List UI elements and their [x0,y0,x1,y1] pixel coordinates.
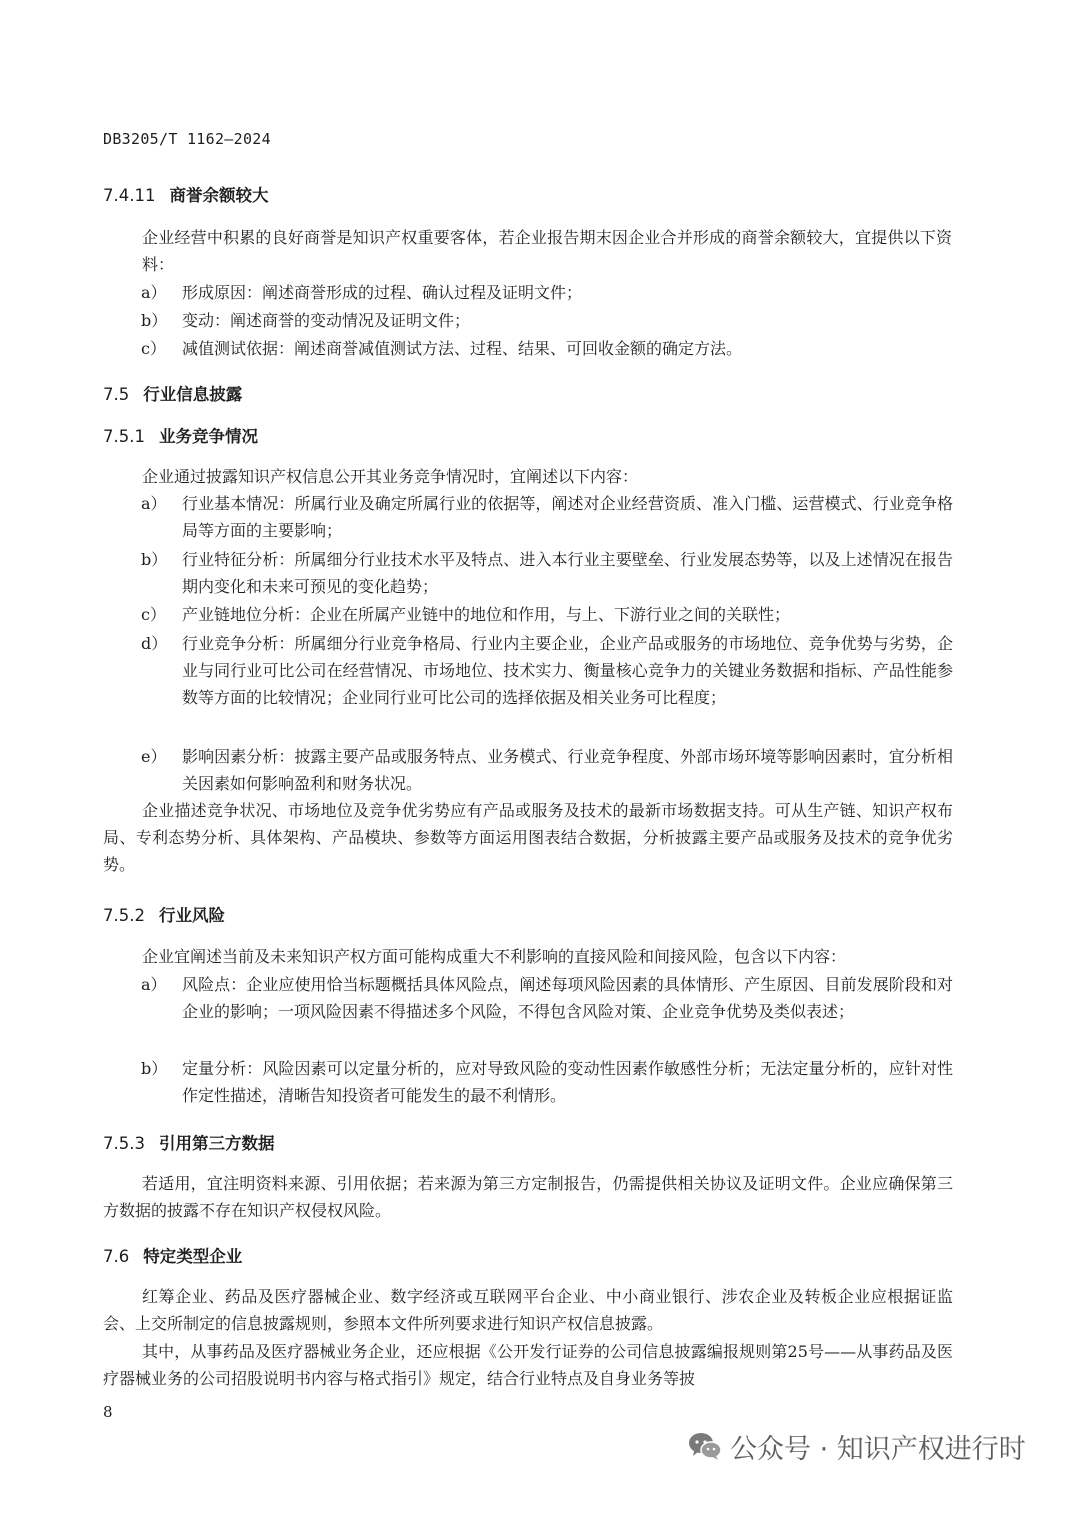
list-text: 影响因素分析：披露主要产品或服务特点、业务模式、行业竞争程度、外部市场环境等影响因素时，宜分析相关因素如何影响盈利和财务状况。 [182,747,953,793]
section-heading-7-5-2 [103,902,225,926]
wechat-icon [688,1431,722,1461]
document-code: DB3205/T 1162—2024 [103,130,271,148]
section-number: 7.5.2 [103,906,145,925]
list-label: e） [141,747,167,766]
list-label: b） [141,550,168,569]
section-heading-7-6 [103,1243,242,1267]
section-title: 引用第三方数据 [158,1134,275,1153]
section-number: 7.5 [103,385,130,404]
list-text: 减值测试依据：阐述商誉减值测试方法、过程、结果、可回收金额的确定方法。 [182,339,743,358]
list-item [141,601,953,628]
list-text: 行业竞争分析：所属细分行业竞争格局、行业内主要企业，企业产品或服务的市场地位、竞争优势与劣势，企业与同行业可比公司在经营情况、市场地位、技术实力、衡量核心竞争力的关键业务数据和指标、产品性能参数等方面的比较情况；企业同行业可比公司的选择依据及相关业务可比程度； [182,634,953,707]
list-label: a） [141,975,167,994]
list-label: b） [141,311,168,330]
paragraph: 企业经营中积累的良好商誉是知识产权重要客体，若企业报告期末因企业合并形成的商誉余额较大，宜提供以下资料： [142,228,952,274]
list-text: 行业特征分析：所属细分行业技术水平及特点、进入本行业主要壁垒、行业发展态势等，以及上述情况在报告期内变化和未来可预见的变化趋势； [182,550,953,596]
paragraph: 红筹企业、药品及医疗器械企业、数字经济或互联网平台企业、中小商业银行、涉农企业及转板企业应根据证监会、上交所制定的信息披露规则，参照本文件所列要求进行知识产权信息披露。 [103,1287,953,1333]
list-item [141,335,953,362]
paragraph: 企业描述竞争状况、市场地位及竞争优劣势应有产品或服务及技术的最新市场数据支持。可从生产链、知识产权布局、专利态势分析、具体架构、产品模块、参数等方面运用图表结合数据，分析披露主要产品或服务及技术的竞争优劣势。 [103,801,953,874]
section-heading-7-5 [103,381,242,405]
section-title: 行业风险 [158,906,225,925]
paragraph: 企业通过披露知识产权信息公开其业务竞争情况时，宜阐述以下内容： [142,467,639,486]
list-text: 行业基本情况：所属行业及确定所属行业的依据等，阐述对企业经营资质、准入门槛、运营模式、行业竞争格局等方面的主要影响； [182,494,953,540]
watermark [688,1426,1026,1466]
page-number: 8 [103,1403,113,1421]
list-label: a） [141,283,167,302]
list-item [141,279,953,306]
section-number: 7.5.1 [103,427,145,446]
list-item [141,1055,953,1109]
list-text: 产业链地位分析：企业在所属产业链中的地位和作用，与上、下游行业之间的关联性； [182,605,791,624]
paragraph: 企业宜阐述当前及未来知识产权方面可能构成重大不利影响的直接风险和间接风险，包含以下内容： [142,947,847,966]
section-heading-7-4-11 [103,182,268,206]
section-heading-7-5-3 [103,1130,274,1154]
list-text: 变动：阐述商誉的变动情况及证明文件； [182,311,471,330]
list-label: a） [141,494,167,513]
list-item [141,743,953,797]
list-label: b） [141,1059,168,1078]
list-label: d） [141,634,168,653]
list-text: 形成原因：阐述商誉形成的过程、确认过程及证明文件； [182,283,583,302]
section-title: 商誉余额较大 [169,186,269,205]
list-item [141,546,953,600]
section-number: 7.4.11 [103,186,156,205]
section-title: 业务竞争情况 [158,427,258,446]
list-text: 定量分析：风险因素可以定量分析的，应对导致风险的变动性因素作敏感性分析；无法定量分析的，应针对性作定性描述，清晰告知投资者可能发生的最不利情形。 [182,1059,953,1105]
section-heading-7-5-1 [103,423,258,447]
list-label: c） [141,339,166,358]
watermark-text: 公众号 · 知识产权进行时 [730,1433,1026,1465]
section-title: 特定类型企业 [143,1247,243,1266]
list-item [141,971,953,1025]
section-number: 7.6 [103,1247,130,1266]
list-item [141,490,953,544]
list-item [141,307,953,334]
list-text: 风险点：企业应使用恰当标题概括具体风险点，阐述每项风险因素的具体情形、产生原因、目前发展阶段和对企业的影响；一项风险因素不得描述多个风险，不得包含风险对策、企业竞争优势及类似表述； [182,975,953,1021]
list-item [141,630,953,711]
paragraph: 其中，从事药品及医疗器械业务企业，还应根据《公开发行证券的公司信息披露编报规则第25号——从事药品及医疗器械业务的公司招股说明书内容与格式指引》规定，结合行业特点及自身业务等披 [103,1342,953,1388]
section-title: 行业信息披露 [143,385,243,404]
paragraph: 若适用，宜注明资料来源、引用依据；若来源为第三方定制报告，仍需提供相关协议及证明文件。企业应确保第三方数据的披露不存在知识产权侵权风险。 [103,1174,953,1220]
section-number: 7.5.3 [103,1134,145,1153]
list-label: c） [141,605,166,624]
